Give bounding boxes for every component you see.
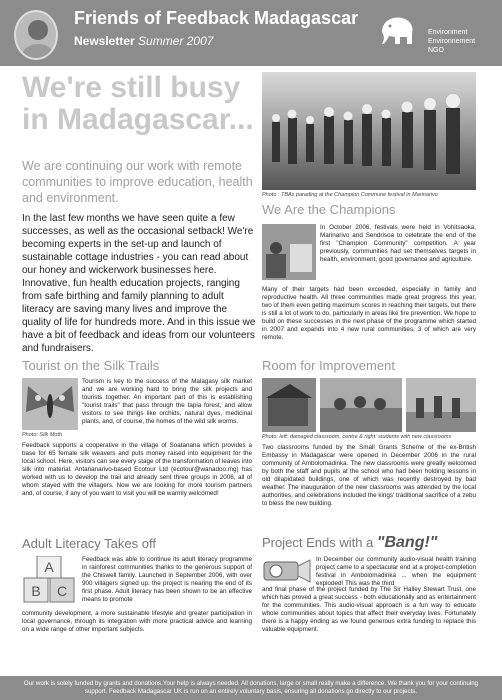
svg-text:C: C (56, 583, 68, 599)
newsletter-header (0, 0, 502, 66)
bang-text-1: In December our community audio-visual health training project came to a spectacular end at a project-completion festival in Ambolomadinka ... when the equipment exploded! This was the third (316, 556, 476, 587)
lead-paragraph: We are continuing our work with remote communities to improve education, health and environment. (22, 159, 253, 205)
literacy-title: Adult Literacy Takes off (22, 536, 156, 551)
main-headline: We're still busy in Madagascar... (22, 71, 254, 136)
newsletter-subtitle (74, 34, 213, 48)
bang-title: Project Ends with a "Bang!" (262, 534, 438, 551)
subtitle-main: Newsletter (74, 34, 135, 48)
champions-text-2: Many of their targets had been exceeded, especially in family and reproductive health. All three communities made great progress this year, two of them even getting maximum scores in reaching their targets, but there is still a lot of work to do, particularly in areas like fire prevention. We hope to build on these successes in the next phase of the programme which started in 2007 and expands into 4 new rural communities, 3 of which are very remote. (262, 286, 476, 341)
students-photo-right (406, 378, 476, 432)
parade-photo-caption: Photo : TBAs parading at the Champion Commune festival in Marinarivo (262, 192, 438, 198)
silk-title: Tourist on the Silk Trails (22, 358, 160, 373)
avatar (14, 10, 58, 60)
champions-text-1: In October 2006, festivals were held in Vohitsaoka, Marinarivo and Sendrisoa to celebrate the end of the first "Champion Community" competition. A year previously, communities had set themselves targets in health, environment, good governance and agriculture. (320, 224, 476, 263)
newsletter-title: Friends of Feedback Madagascar (74, 8, 359, 28)
literacy-text-1: Feedback was able to continue its adult literacy programme in rainforest communities thanks to the generous support of the Chiswell family. Launched in September 2006, with over 900 villagers signed up, the project is nearing the end of its first phase. Adult literacy has been shown to be an effective means to promote (82, 556, 252, 603)
subtitle-season: Summer 2007 (138, 34, 214, 48)
champions-photo (262, 224, 316, 280)
students-photo-centre (320, 378, 402, 432)
literacy-text-2: community development, a more sustainable lifestyle and greater participation in local governance, through its integration with more practical advice and learning on a wide range of other important subjects. (22, 610, 252, 633)
silk-text-1: Tourism is key to the success of the Malagasy silk market and we are working hard to bring the silk projects and tourists together. An important part of this is establishing "tourist trails" that pass through the tapia forest, and allow visitors to see things like orchids, natural dyes, medicinal plants, and, of course, the homes of the wild silk worms. (82, 378, 252, 425)
room-text: Two classrooms funded by the Small Grants Scheme of the ex-British Embassy in Madagascar were opened in December 2006 in the rural community of Ambolomadinka. The new classrooms were greatly welcomed by both the staff and pupils at the school who had been holding lessons in old dilapidated buildings, one of which was recently destroyed by bad weather. The inauguration of the new classrooms was attended by the local authorities, and celebrations included the kings' traditional sacrifice of a zebu to bless the new building. (262, 444, 476, 507)
champions-title: We Are the Champions (262, 202, 396, 217)
intro-paragraph: In the last few months we have seen quite a few successes, as well as the occasional setback! We're becoming experts in the set-up and launch of sustainable cottage industries - you can read about our honey and wickerwork businesses here. Innovative, fun health education projects, ranging from safe birthing and family planning to adult literacy are saving many lives and improve the quality of life for hundreds more. And in this issue we have a bit of feedback and ideas from our volunteers and fundraisers. (22, 213, 256, 354)
bang-text-2: and final phase of the project funded by The Sir Halley Stewart Trust, one which has proved a great success - both educationally and as entertainment for the communities. This audio-visual approach is a fun way to educate whole communities about topics that affect their everyday lives. Fortunately there is a happy ending as we found generous extra funding to replace this valuable equipment. (262, 586, 476, 633)
silk-text-2: Feedback supports a cooperative in the village of Soatanana which provides a base for 65 female silk weavers and puts money raised into equipment for the local school. Here, visitors can see every stage of the transformation of leaves into silk into material. Antananarivo-based Ecotour Ltd (ecotour@wanadoo.mg) has worked with us to develop the trail and already sent three groups in 2006, all of whom stayed with the villagers. Now we are looking for more tourism partners and, of course, if any of you want to visit you will be warmly welcomed! (22, 442, 252, 497)
room-title: Room for Improvement (262, 358, 395, 373)
footer-donations: Our work is solely funded by grants and donations.Your help is always needed. All donations, large or small really make a difference. We thank you for your continuing support. Feedback Madagascar UK is run on an entirely voluntary basis, ensuring all donations go directly to our projects. (0, 676, 502, 700)
svg-text:A: A (44, 559, 54, 575)
ngo-logo-text: Environment Environnement NGO (428, 29, 476, 54)
room-photo-caption: Photo: left: damaged classroom, centre & right: students with new classrooms (262, 434, 452, 440)
silk-moth-photo (22, 378, 78, 430)
elephant-logo-icon (376, 10, 418, 50)
damaged-classroom-photo (262, 378, 316, 432)
svg-text:B: B (31, 583, 41, 599)
silk-photo-caption: Photo: Silk Moth (22, 432, 63, 438)
parade-photo (262, 72, 476, 190)
projector-icon (262, 556, 312, 584)
abc-blocks-icon (22, 556, 76, 606)
